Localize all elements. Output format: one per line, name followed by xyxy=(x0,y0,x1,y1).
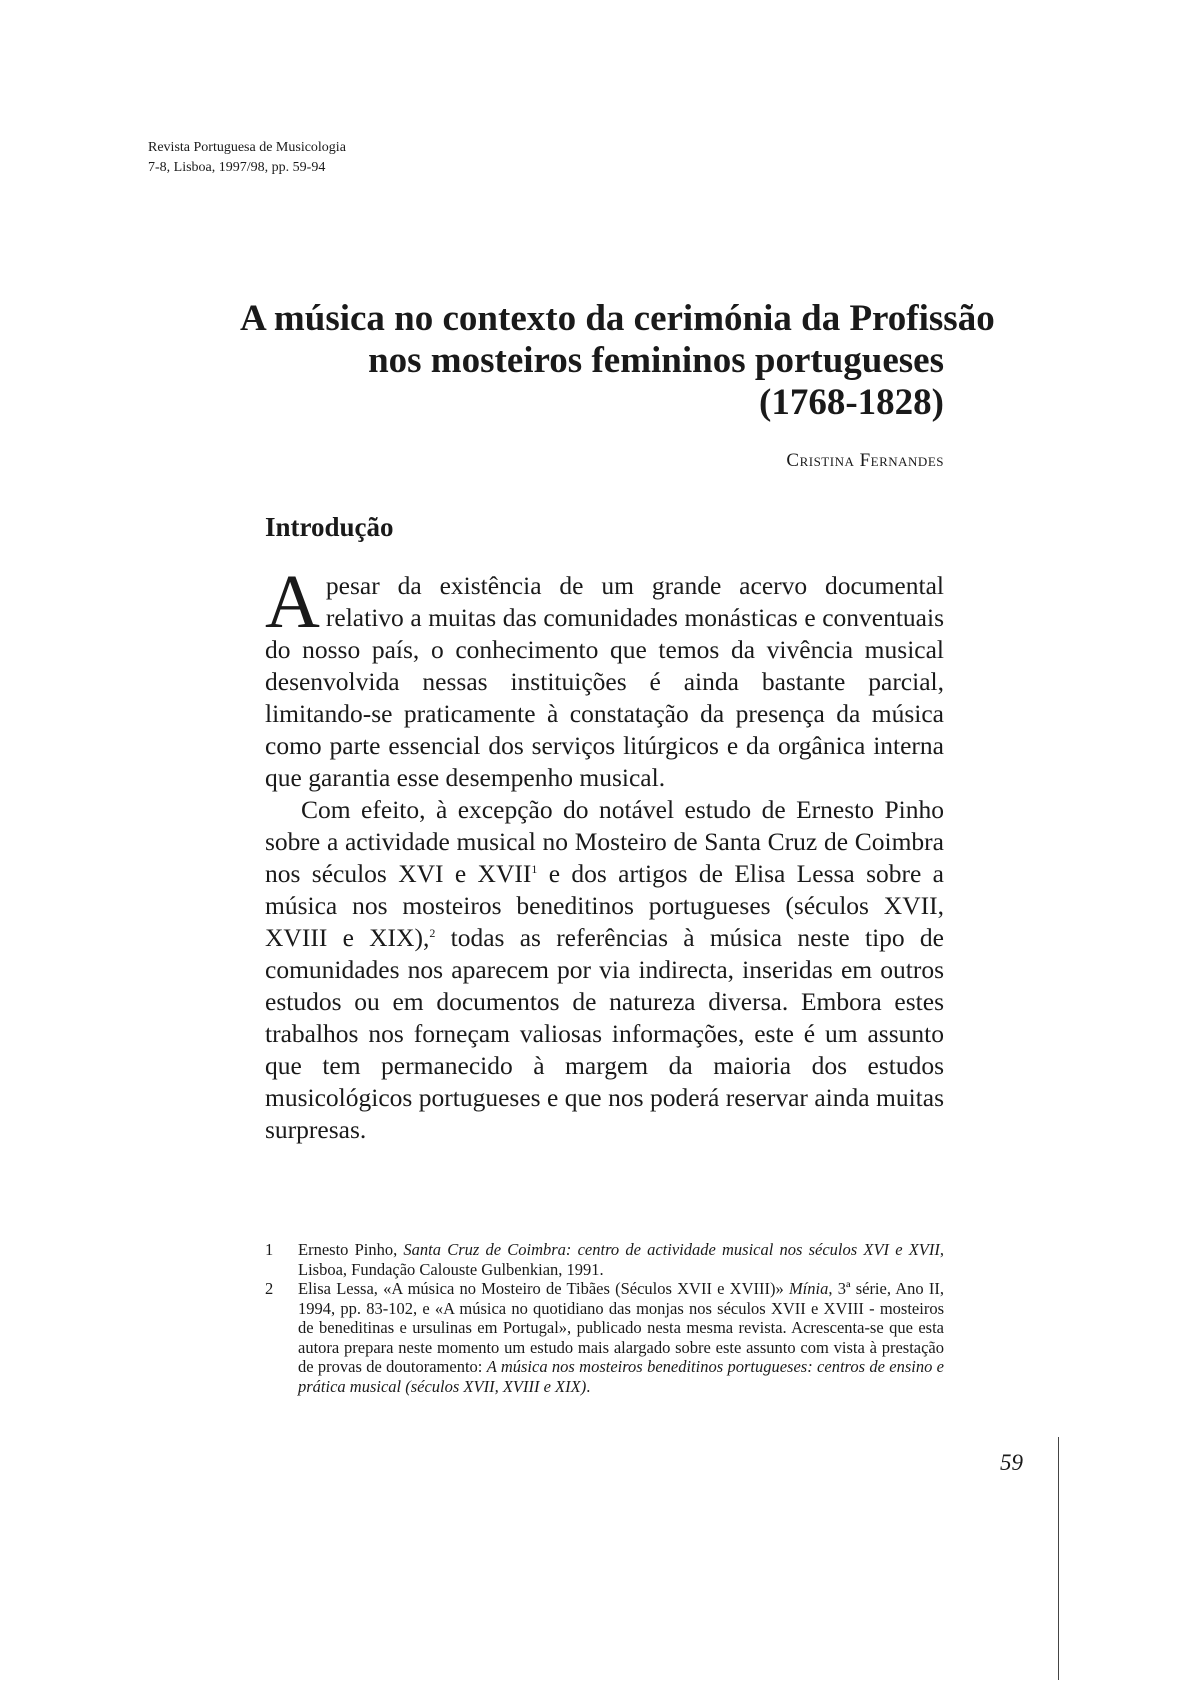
footnote-rest: , Lisboa, Fundação Calouste Gulbenkian, 1991. xyxy=(298,1240,944,1279)
paragraph-2-text-a: Com efeito, à excepção do notável estudo de Ernesto Pinho sobre a actividade musical no Mosteiro de Santa Cruz de Coimbra nos séculos XVI e XVII xyxy=(265,795,944,888)
article-title xyxy=(240,298,995,424)
footnote-2 xyxy=(265,1279,944,1396)
footnote-end: . xyxy=(586,1376,591,1396)
paragraph-2-text-b: e dos artigos de Elisa Lessa sobre a música nos mosteiros beneditinos portugueses (séculos XVII, XVIII e XIX), xyxy=(265,859,944,952)
paragraph-1 xyxy=(265,560,944,794)
paragraph-1-text: pesar da existência de um grande acervo documental relativo a muitas das comunidades monásticas e conventuais do nosso país, o conhecimento que temos da vivência musical desenvolvida nessas instituições é ainda bastante parcial, limitando-se praticamente à constatação da presença da música como parte essencial dos serviços litúrgicos e da orgânica interna que garantia esse desempenho musical. xyxy=(265,571,944,792)
title-line-3: (1768-1828) xyxy=(759,382,944,423)
footnote-text-1: «A música no Mosteiro de Tibães (Séculos XVII e XVIII)» xyxy=(383,1279,789,1298)
article-author: Cristina Fernandes xyxy=(786,450,944,471)
footnote-text-2: , 3ª série, Ano II, 1994, pp. 83-102, e «A música no quotidiano das monjas nos séculos XVII e XVIII - mosteiros de beneditinas e ursulinas em Portugal», publicado nesta mesma revista. Acrescenta-se que esta autora prepara neste momento um estudo mais alargado sobre este assunto com vista à prestação de provas de doutoramento: xyxy=(298,1279,944,1376)
title-line-1: A música no contexto da cerimónia da Profissão xyxy=(240,298,995,339)
title-line-2: nos mosteiros femininos portugueses xyxy=(368,340,944,381)
footnotes xyxy=(265,1240,944,1396)
drop-cap: A xyxy=(265,560,320,644)
footnote-number: 2 xyxy=(265,1279,274,1298)
paragraph-2 xyxy=(265,794,944,1146)
footnote-author: Elisa Lessa, xyxy=(298,1279,384,1298)
footnote-journal: Mínia xyxy=(788,1279,829,1298)
paragraph-2-text-c: todas as referências à música neste tipo de comunidades nos aparecem por via indirecta, inseridas em outros estudos ou em documentos de natureza diversa. Embora estes trabalhos nos forneçam valiosas informações, este é um assunto que tem permanecido à margem da maioria dos estudos musicológicos portugueses e que nos poderá reservar ainda muitas surpresas. xyxy=(265,923,944,1144)
journal-volume: 7-8, Lisboa, 1997/98, pp. 59-94 xyxy=(148,160,326,175)
footnote-ref-1[interactable]: 1 xyxy=(531,862,538,876)
footnote-number: 1 xyxy=(265,1240,274,1259)
footnote-author: Ernesto Pinho, xyxy=(298,1240,404,1259)
footnote-title: A música nos mosteiros beneditinos portugueses: centros de ensino e prática musical (séculos XVII, XVIII e XIX) xyxy=(298,1357,944,1396)
page-margin-rule xyxy=(1058,1437,1059,1680)
page-number: 59 xyxy=(1000,1450,1023,1475)
footnote-ref-2[interactable]: 2 xyxy=(429,926,436,940)
article-body xyxy=(265,560,944,1146)
section-heading: Introdução xyxy=(265,512,394,542)
footnote-1 xyxy=(265,1240,944,1279)
journal-name: Revista Portuguesa de Musicologia xyxy=(148,140,346,155)
journal-header xyxy=(148,138,346,178)
footnote-title: Santa Cruz de Coimbra: centro de actividade musical nos séculos XVI e XVII xyxy=(403,1240,940,1259)
